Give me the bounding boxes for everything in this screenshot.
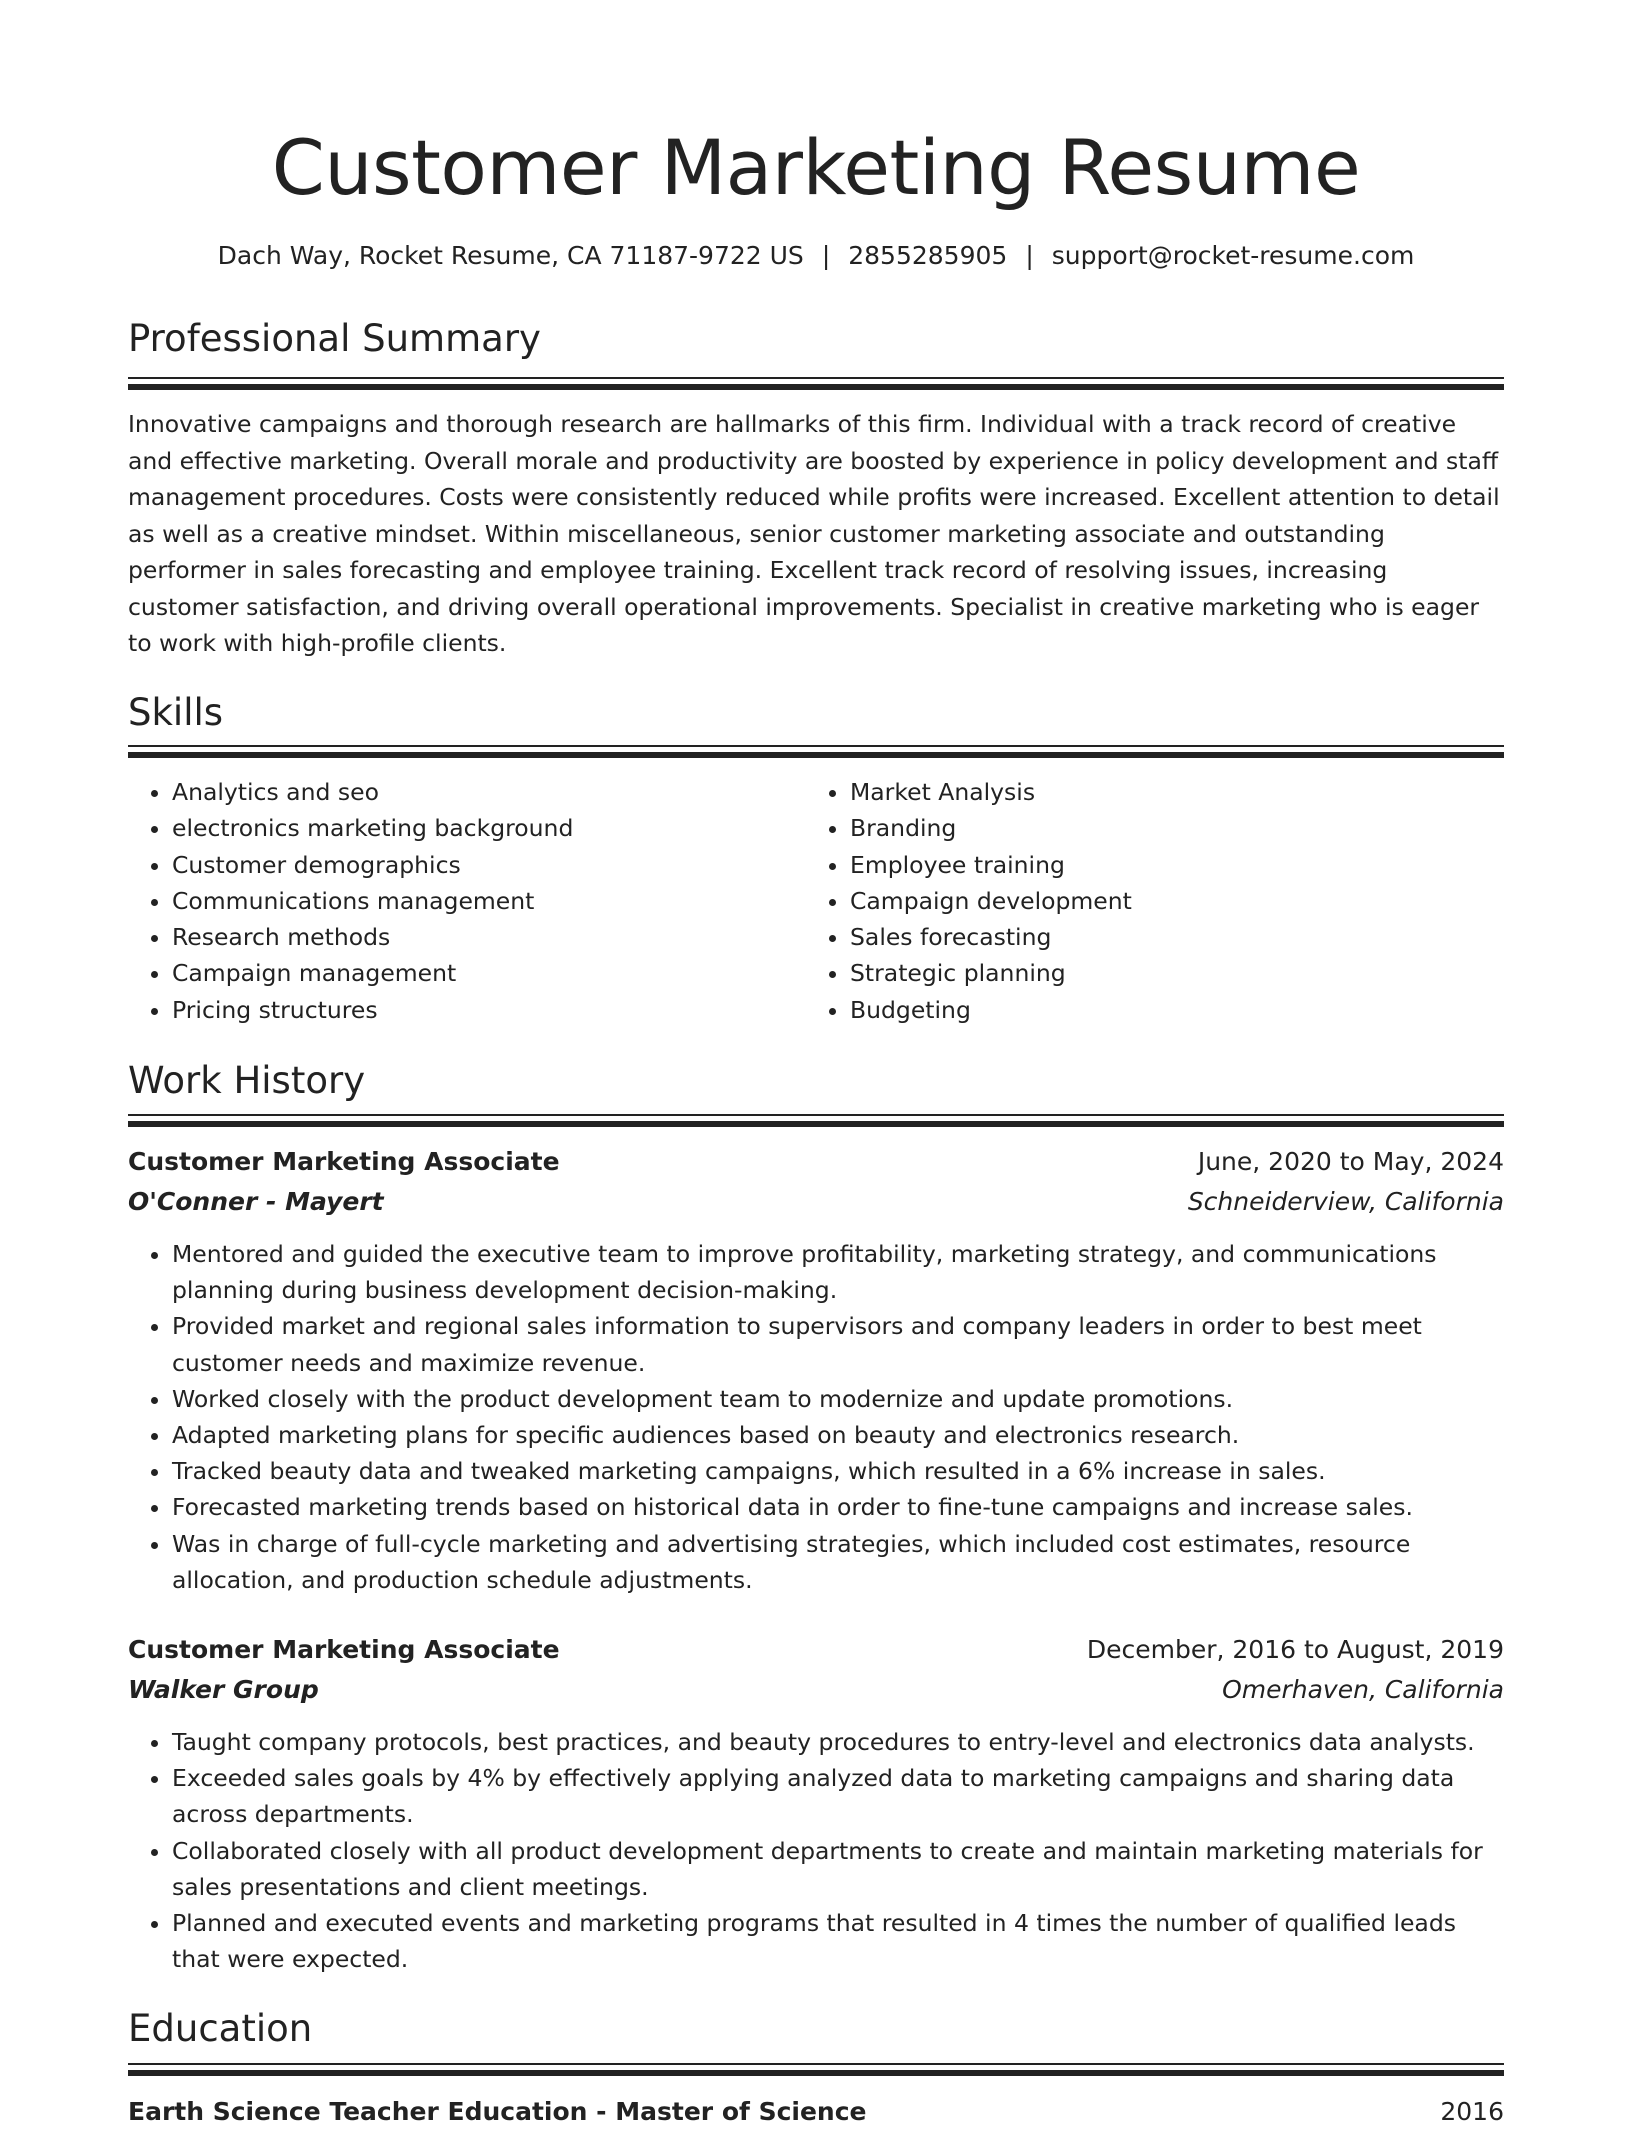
skill-item: • Campaign development [850,883,1484,919]
skill-item: • Campaign management [172,955,806,991]
education-row [128,2092,1504,2132]
job-bullet: • Adapted marketing plans for specific audiences based on beauty and electronics research. [172,1417,1504,1453]
job-company: O'Conner - Mayert [128,1187,384,1216]
skill-item: • Communications management [172,883,806,919]
job-location: Schneiderview, California [1187,1187,1504,1216]
contact-phone: 2855285905 [848,241,1008,270]
job-header [128,1630,1504,1670]
skill-item: • Strategic planning [850,955,1484,991]
skill-item: • Sales forecasting [850,919,1484,955]
contact-email: support@rocket-resume.com [1051,241,1415,270]
skill-item: • electronics marketing background [172,810,806,846]
job-bullet: • Forecasted marketing trends based on historical data in order to fine-tune campaigns and increase sales. [172,1489,1504,1525]
job-dates: December, 2016 to August, 2019 [1086,1635,1504,1664]
job-bullet: • Was in charge of full-cycle marketing and advertising strategies, which included cost estimates, resource allocation, and production schedule adjustments. [172,1526,1504,1598]
education-degree: Earth Science Teacher Education - Master of Science [128,2097,867,2126]
skill-item: • Research methods [172,919,806,955]
section-heading-work [128,1058,1504,1104]
job-header [128,1142,1504,1182]
skill-item: • Employee training [850,847,1484,883]
job-bullet: • Taught company protocols, best practices, and beauty procedures to entry-level and electronics data analysts. [172,1724,1504,1760]
skills-list-left [128,774,806,1028]
job-bullets [128,1236,1504,1598]
contact-separator: | [821,241,831,270]
section-heading-education [128,2006,1504,2052]
summary-text: Innovative campaigns and thorough research are hallmarks of this firm. Individual with a track record of creative and effective marketing. Overall morale and productivity are boosted by experience in policy development and staff management procedures. Costs were consistently reduced while profits were increased. Excellent attention to detail as well as a creative mindset. Within miscellaneous, senior customer marketing associate and outstanding performer in sales forecasting and employee training. Excellent track record of resolving issues, increasing customer satisfaction, and driving overall operational improvements. Specialist in creative marketing who is eager to work with high-profile clients. [128,410,1500,657]
job-bullet: • Tracked beauty data and tweaked marketing campaigns, which resulted in a 6% increase in sales. [172,1453,1504,1489]
contact-address: Dach Way, Rocket Resume, CA 71187-9722 US [217,241,804,270]
skills-heading: Skills [128,691,224,734]
contact-line [128,238,1504,274]
job-bullets [128,1724,1504,1977]
skill-item: • Customer demographics [172,847,806,883]
work-heading: Work History [128,1059,366,1102]
section-heading-summary [128,316,1504,362]
job-bullet: • Worked closely with the product development team to modernize and update promotions. [172,1381,1504,1417]
skill-item: • Pricing structures [172,992,806,1028]
job-bullet: • Collaborated closely with all product development departments to create and maintain marketing materials for sales presentations and client meetings. [172,1833,1504,1905]
section-heading-skills [128,690,1504,736]
job-bullet: • Mentored and guided the executive team to improve profitability, marketing strategy, and communications planning during business development decision-making. [172,1236,1504,1308]
skill-item: • Budgeting [850,992,1484,1028]
education-heading: Education [128,2007,313,2050]
job-title: Customer Marketing Associate [128,1147,560,1176]
job-subheader [128,1670,1504,1710]
summary-heading: Professional Summary [128,317,541,360]
job-dates: June, 2020 to May, 2024 [1197,1147,1504,1176]
job-location: Omerhaven, California [1222,1675,1504,1704]
job-company: Walker Group [128,1675,319,1704]
resume-title: Customer Marketing Resume [271,123,1361,212]
job-bullet: • Provided market and regional sales information to supervisors and company leaders in order to best meet customer needs and maximize revenue. [172,1308,1504,1380]
job-bullet: • Planned and executed events and marketing programs that resulted in 4 times the number of qualified leads that were expected. [172,1905,1504,1977]
skill-item: • Analytics and seo [172,774,806,810]
skills-list-right [806,774,1484,1028]
job-bullet: • Exceeded sales goals by 4% by effectively applying analyzed data to marketing campaigns and sharing data across departments. [172,1760,1504,1832]
contact-separator: | [1025,241,1034,270]
job-title: Customer Marketing Associate [128,1635,560,1664]
job-subheader [128,1182,1504,1222]
education-year: 2016 [1440,2097,1504,2126]
skill-item: • Market Analysis [850,774,1484,810]
skill-item: • Branding [850,810,1484,846]
